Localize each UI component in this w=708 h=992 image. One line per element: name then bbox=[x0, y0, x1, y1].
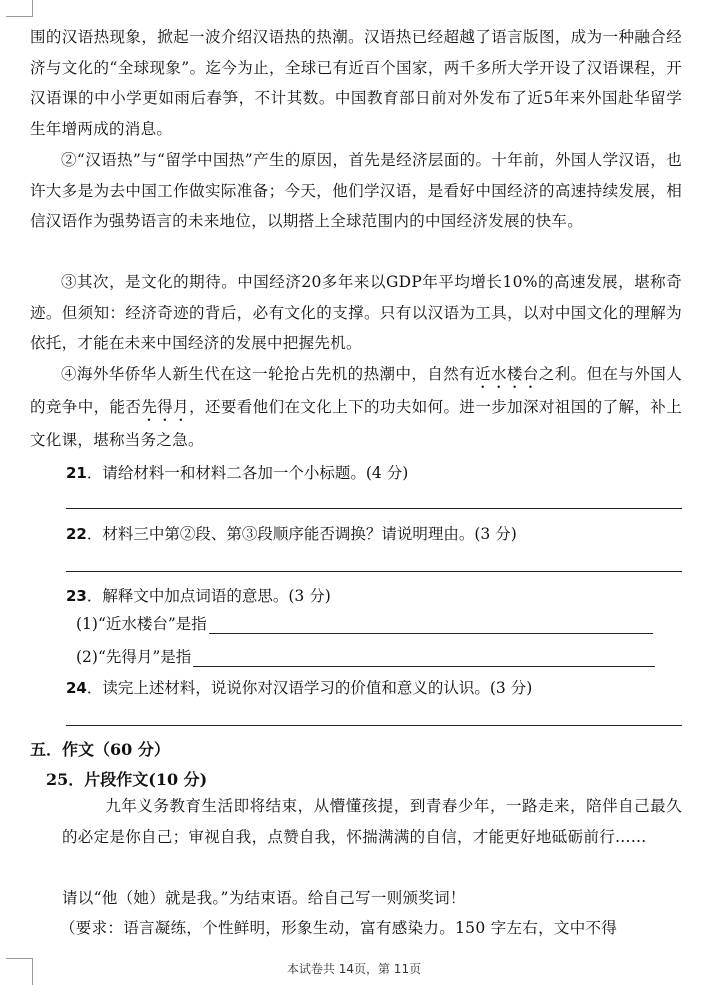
paragraph-4-text-b: 之利。但在与外国人的竞争中，能否 bbox=[30, 365, 683, 416]
question-23: 23．解释文中加点词语的意思。(3 分) bbox=[66, 587, 331, 605]
crop-mark-top-left bbox=[6, 0, 33, 17]
question-25-requirement: （要求：语言凝练，个性鲜明，形象生动，富有感染力。150 字左右，文中不得 bbox=[60, 919, 618, 937]
dotted-term-jinshuiloutai: 近水楼台 bbox=[475, 365, 539, 383]
passage-paragraph-3: ③其次，是文化的期待。中国经济20多年来以GDP年平均增长10%的高速发展，堪称奇迹。但须知：经济奇迹的背后，必有文化的支撑。只有以汉语为工具，以对中国文化的理解为依托，才能在未来中国经济的发展中把握先机。 bbox=[30, 273, 682, 352]
passage-paragraph-4 bbox=[30, 359, 682, 456]
paragraph-4-text-a: ④海外华侨华人新生代在这一轮抢占先机的热潮中，自然有 bbox=[61, 365, 476, 383]
section-5-heading: 五．作文（60 分） bbox=[30, 740, 170, 759]
question-23-part-2: (2)“先得月”是指 bbox=[76, 645, 655, 667]
question-22: 22．材料三中第②段、第③段顺序能否调换？请说明理由。(3 分) bbox=[66, 525, 517, 543]
answer-line-24[interactable] bbox=[66, 725, 682, 726]
question-21: 21．请给材料一和材料二各加一个小标题。(4 分) bbox=[66, 464, 409, 482]
question-25-instruction: 请以“他（她）就是我。”为结束语。给自己写一则颁奖词！ bbox=[62, 889, 466, 907]
question-25-heading: 25．片段作文(10 分) bbox=[46, 770, 208, 789]
answer-line-23-1[interactable] bbox=[209, 615, 653, 634]
question-25-prompt: 九年义务教育生活即将结束，从懵懂孩提，到青春少年，一路走来，陪伴自己最久的必定是你自己；审视自我，点赞自我，怀揣满满的自信，才能更好地砥砺前行…… bbox=[62, 797, 682, 846]
passage-paragraph-2: ②“汉语热”与“留学中国热”产生的原因，首先是经济层面的。十年前，外国人学汉语，也许大多是为去中国工作做实际准备；今天，他们学汉语，是看好中国经济的高速持续发展，相信汉语作为强势语言的未来地位，以期搭上全球范围内的中国经济发展的快车。 bbox=[30, 151, 682, 230]
answer-line-23-2[interactable] bbox=[193, 648, 655, 667]
question-23-part-1: (1)“近水楼台”是指 bbox=[76, 612, 653, 634]
question-24: 24．读完上述材料，说说你对汉语学习的价值和意义的认识。(3 分) bbox=[66, 679, 533, 697]
dotted-term-xiandeyue: 先得月 bbox=[141, 398, 190, 416]
answer-line-21[interactable] bbox=[66, 508, 682, 509]
paragraph-4-text-c: ，还要看他们在文化上下的功夫如何。进一步加深对祖国的了解，补上文化课，堪称当务之急。 bbox=[30, 398, 682, 449]
answer-line-22[interactable] bbox=[66, 571, 682, 572]
page-footer: 本试卷共 14页，第 11页 bbox=[286, 962, 422, 976]
passage-paragraph-1: 围的汉语热现象，掀起一波介绍汉语热的热潮。汉语热已经超越了语言版图，成为一种融合经济与文化的“全球现象”。迄今为止，全球已有近百个国家，两千多所大学开设了汉语课程，开汉语课的中小学更如雨后春笋，不计其数。中国教育部日前对外发布了近5年来外国赴华留学生年增两成的消息。 bbox=[30, 28, 682, 138]
